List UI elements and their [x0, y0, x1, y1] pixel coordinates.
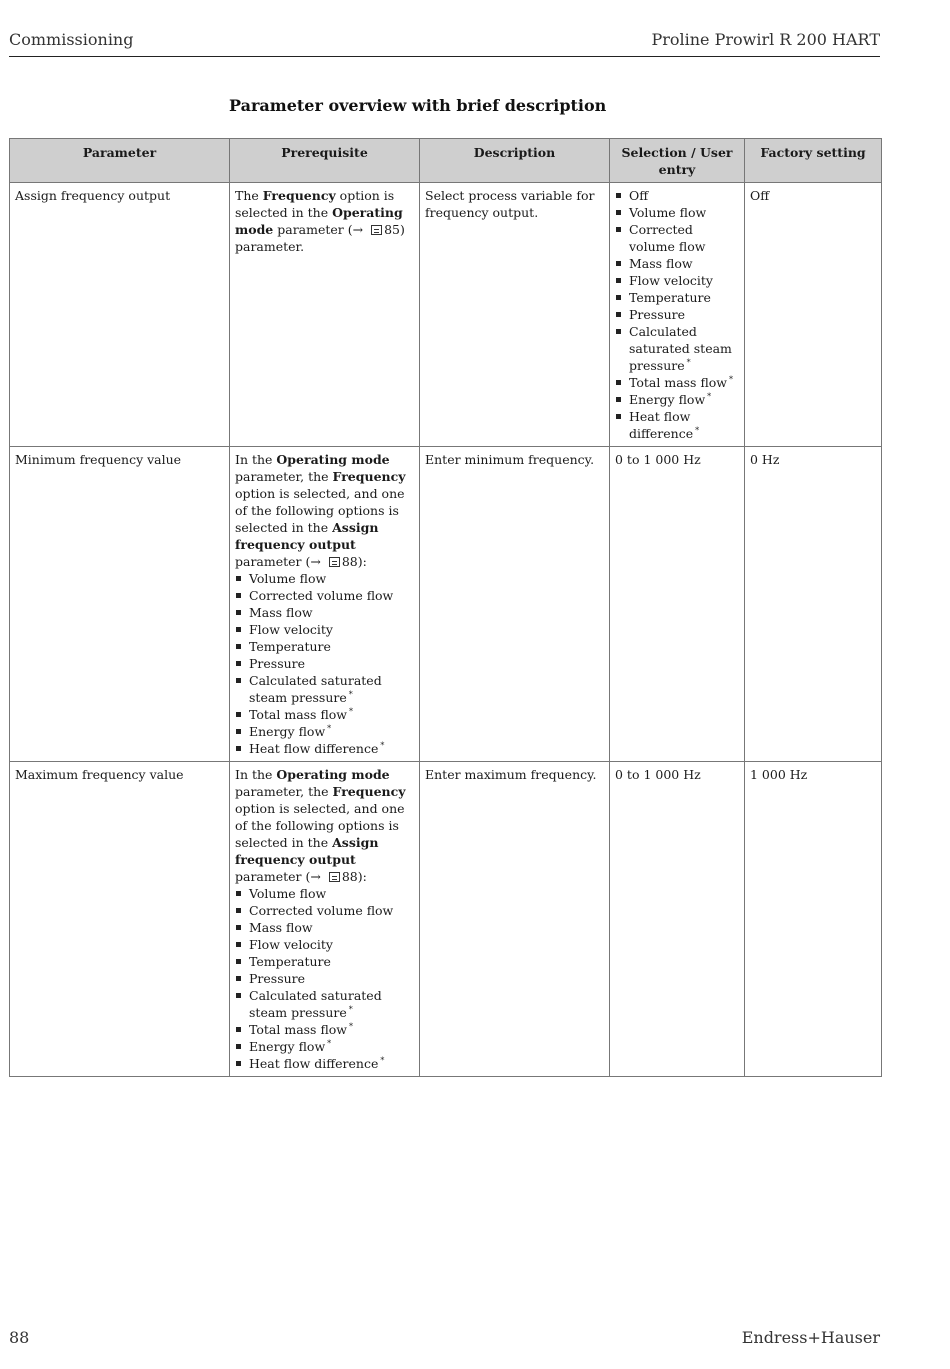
footnote-marker: *	[349, 707, 354, 716]
list-item: Flow velocity	[615, 272, 739, 289]
footer-brand: Endress+Hauser	[741, 1328, 880, 1347]
options-list	[235, 570, 414, 757]
selection-cell	[610, 183, 745, 447]
footnote-marker: *	[380, 1056, 385, 1065]
table-header-row	[10, 139, 882, 183]
list-item: Pressure	[615, 306, 739, 323]
list-item: Calculated saturated steam pressure *	[235, 672, 414, 706]
list-item: Flow velocity	[235, 936, 414, 953]
table-row	[10, 762, 882, 1077]
list-item: Energy flow *	[235, 1038, 414, 1055]
page-reference-icon	[371, 225, 382, 235]
list-item: Mass flow	[235, 919, 414, 936]
footnote-marker: *	[729, 375, 734, 384]
list-item: Heat flow difference *	[235, 1055, 414, 1072]
header-product: Proline Prowirl R 200 HART	[651, 30, 880, 49]
list-item: Mass flow	[235, 604, 414, 621]
list-item: Off	[615, 187, 739, 204]
footnote-marker: *	[348, 1005, 353, 1014]
parameter-cell: Assign frequency output	[10, 183, 230, 447]
page-reference-link[interactable]: 88	[341, 554, 358, 569]
factory-setting-cell: Off	[745, 183, 882, 447]
parameter-cell: Minimum frequency value	[10, 447, 230, 762]
column-header-description: Description	[420, 139, 610, 183]
page-number: 88	[9, 1328, 30, 1347]
list-item: Pressure	[235, 970, 414, 987]
table-row	[10, 183, 882, 447]
factory-setting-cell: 1 000 Hz	[745, 762, 882, 1077]
options-list	[235, 885, 414, 1072]
list-item: Total mass flow *	[235, 706, 414, 723]
header-rule	[9, 56, 880, 57]
list-item: Heat flow difference *	[235, 740, 414, 757]
description-cell: Select process variable for frequency output.	[420, 183, 610, 447]
footnote-marker: *	[695, 426, 700, 435]
page-reference-link[interactable]: 85	[384, 222, 400, 237]
selection-cell: 0 to 1 000 Hz	[610, 447, 745, 762]
footnote-marker: *	[327, 1039, 332, 1048]
column-header-selection: Selection / User entry	[610, 139, 745, 183]
page-reference-icon	[329, 872, 340, 882]
list-item: Corrected volume flow	[235, 587, 414, 604]
footnote-marker: *	[348, 690, 353, 699]
list-item: Temperature	[235, 953, 414, 970]
list-item: Flow velocity	[235, 621, 414, 638]
list-item: Energy flow *	[615, 391, 739, 408]
list-item: Volume flow	[235, 570, 414, 587]
footnote-marker: *	[380, 741, 385, 750]
header-section: Commissioning	[9, 30, 134, 49]
table-row	[10, 447, 882, 762]
prerequisite-cell: In the Operating mode parameter, the Frequency option is selected, and one of the following options is selected in the Assign frequency output parameter (→ 88): Volume flow Corrected volume flow Mass flow Flow velocity Temperature Pressure Calculated saturated steam pressure * Total mass flow * Energy flow * Heat flow difference *	[230, 762, 420, 1077]
description-cell: Enter minimum frequency.	[420, 447, 610, 762]
list-item: Total mass flow *	[235, 1021, 414, 1038]
page-reference-link[interactable]: 88	[341, 869, 358, 884]
column-header-parameter: Parameter	[10, 139, 230, 183]
list-item: Energy flow *	[235, 723, 414, 740]
selection-cell: 0 to 1 000 Hz	[610, 762, 745, 1077]
list-item: Total mass flow *	[615, 374, 739, 391]
list-item: Temperature	[235, 638, 414, 655]
list-item: Calculated saturated steam pressure *	[235, 987, 414, 1021]
footnote-marker: *	[707, 392, 712, 401]
parameter-cell: Maximum frequency value	[10, 762, 230, 1077]
prerequisite-cell: In the Operating mode parameter, the Frequency option is selected, and one of the following options is selected in the Assign frequency output parameter (→ 88): Volume flow Corrected volume flow Mass flow Flow velocity Temperature Pressure Calculated saturated steam pressure * Total mass flow * Energy flow * Heat flow difference *	[230, 447, 420, 762]
list-item: Corrected volume flow	[235, 902, 414, 919]
list-item: Heat flow difference *	[615, 408, 739, 442]
column-header-prerequisite: Prerequisite	[230, 139, 420, 183]
description-cell: Enter maximum frequency.	[420, 762, 610, 1077]
footnote-marker: *	[686, 358, 691, 367]
list-item: Calculated saturated steam pressure *	[615, 323, 739, 374]
factory-setting-cell: 0 Hz	[745, 447, 882, 762]
footnote-marker: *	[327, 724, 332, 733]
prerequisite-cell: The Frequency option is selected in the Operating mode parameter (→ 85) parameter.	[230, 183, 420, 447]
list-item: Pressure	[235, 655, 414, 672]
list-item: Corrected volume flow	[615, 221, 739, 255]
list-item: Volume flow	[235, 885, 414, 902]
page-title: Parameter overview with brief description	[229, 96, 607, 115]
list-item: Volume flow	[615, 204, 739, 221]
footnote-marker: *	[349, 1022, 354, 1031]
column-header-factory-setting: Factory setting	[745, 139, 882, 183]
page-reference-icon	[329, 557, 340, 567]
selection-list	[615, 187, 739, 442]
list-item: Mass flow	[615, 255, 739, 272]
parameter-table	[9, 138, 882, 1077]
list-item: Temperature	[615, 289, 739, 306]
